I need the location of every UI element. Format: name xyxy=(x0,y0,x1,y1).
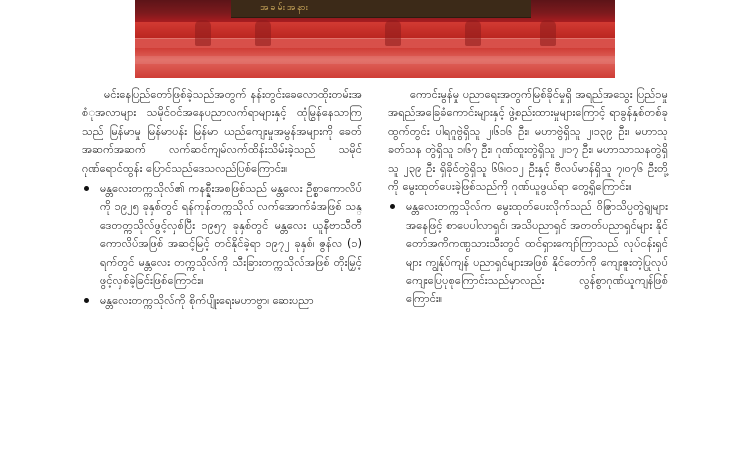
bullet-dot xyxy=(390,204,395,209)
ceremony-photograph xyxy=(135,0,615,78)
left-bullet-list xyxy=(82,180,362,311)
stage-banner-text: အခမ်းအနား xyxy=(260,3,310,13)
bullet-dot xyxy=(84,186,89,191)
left-column xyxy=(82,86,362,460)
list-item xyxy=(82,180,362,290)
carpet-sheen xyxy=(135,56,615,64)
person-silhouette xyxy=(255,20,271,46)
bullet-dot xyxy=(84,298,89,303)
right-bullet-list xyxy=(388,198,668,308)
paragraph: ကောင်းမွန်မှု ပညာရေးအတွက်မြစ်ခိုင်မှုရှိ အရည်အသွေး ပြည်၁မှု အရည်အခြေခံကောင်းများနှင့် ဖွဲ့စည်းထားမှုများကြောင့် ရာခွန်နှစ်တစ်ခုထွက်တွင်း ပါရဂူဗွဲရှိသူ ၂၊၆၁၆ ဦး၊ မဟာဗွဲရှိသူ ၂၊၁၃၉ ဦး၊ မဟာသုခတ်သန တွဲရှိသူ ၁၊၆၇ ဦး၊ ဂုဏ်ထူးတွဲရှိသူ ၂၊၁၇ ဦး၊ မဟာသာသနတွဲရှိသူ ၂၃၉ ဦး ရှိခိုင်တွဲရှိသူ ၆၆၊၀၁၂ ဦးနှင့် ဗီလပ်မာန်ရှိသူ ၇၊၀၇၆ ဦးတို့ကို မွေးထုတ်ပေးခဲ့ဖြစ်သည်ကို ဂုဏ်ယူဖွယ်ရာ တွေ့ရှိကြောင်း။ xyxy=(388,88,668,194)
person-silhouette xyxy=(540,20,556,46)
person-silhouette xyxy=(465,20,481,46)
list-item xyxy=(388,198,668,308)
list-item xyxy=(82,292,362,310)
person-silhouette xyxy=(195,20,211,46)
article-columns xyxy=(82,86,668,460)
person-silhouette xyxy=(385,20,401,46)
list-item-text: မန္တလေးတက္ကသိုလ်၏ ကနစ္နီးအစဖြစ်သည် မန္တလေး ဦစ္စာကောလိပ်ကို ၁၉၂၅ ခုနှစ်တွင် ရန်ကုန်တက္ကသိုလ် လက်အောက်ခံအဖြစ် သန္ဒေတတ္ကသိုလ်ဖွင့်လှစ်ပြီး ၁၉၅၇ ခုနှစ်တွင် မန္တလေး ယူနီဗာသီတီကောလိပ်အဖြစ် အဆင့်မြင့် တင်နိုင်ခဲ့ရာ ၁၉၇၂ ခုနှစ်၊ ဇွန်လ (၁) ရက်တွင် မန္တလေး တက္ကသိုလ်ကို သီးခြားတက္ကသိုလ်အဖြစ် တိုးမြှင့်ဖွင့်လှစ်ခဲ့ခြင်းဖြစ်ကြောင်း။ xyxy=(100,182,362,288)
paragraph: မင်းနေပြည်တော်ဖြစ်ခဲ့သည်အတွက် နန်းတွင်းခေလောထိုးတမ်းအစံုအလာများ သမိုင်ဝင်အနေပညာလက်ရာများနှင့် ထုံမြွန်နေသာကြသည် မြန်မာမှု မြန်မာပန်း မြန်မာ ယည်ကျေးမှုအမွန်အများကို ခေတ်အဆက်အဆက် လက်ဆင်ကျမ်လက်ထိန်းသိမ်းခဲ့သည် သမိုင်ဂုဏ်ရောင်ထွန်း ပြောင်သည်ဒေသလည်ပြစ်ကြောင်း။ xyxy=(82,88,362,175)
photo-container xyxy=(135,0,615,78)
right-column xyxy=(388,86,668,460)
list-item-text: မန္တလေးတက္ကသိုလ်က မွေးထုတ်ပေးလိုက်သည် ဝိဇြာသိပ္ပတွဲရျများအနေဖြင့် စာပေပါလာရှင်၊ အသိပညာရှင် အတတ်ပညာရှင်များ နိုင်တော်အကိကဏ္ဎသားသီးတွင် ထင်ရှားကျော်ကြာသည် လုပ်ငန်းရှင်များ ကျွန်ုပ်ကျန် ပညာရှင်များအဖြစ် နိုင်တော်ကို ကျေးဇူးတဲ့ပြုလုပ် ကျေးပြေပုစုကြောင်းသည်မှာလည်း လွန်စွာဂုဏ်ယူကျန်ဖြစ် ကြောင်း။ xyxy=(406,200,668,306)
list-item-text: မန္တလေးတက္ကသိုလ်ကို စိုက်ပျိုးရေးမဟာဗွာ၊ ဆေးပညာ xyxy=(100,294,314,308)
